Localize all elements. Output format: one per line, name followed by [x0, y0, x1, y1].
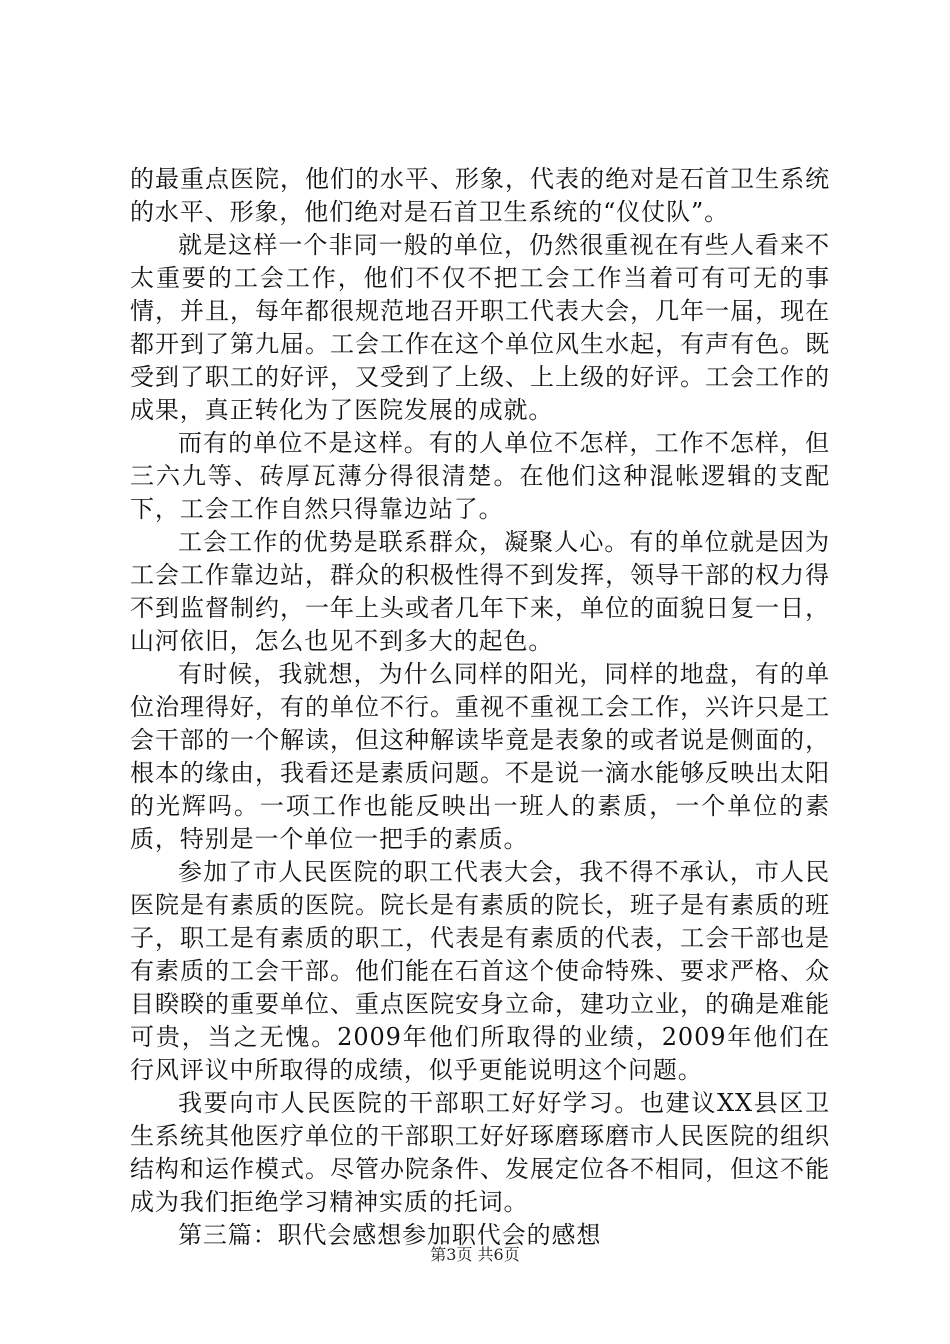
paragraph: 就是这样一个非同一般的单位，仍然很重视在有些人看来不太重要的工会工作，他们不仅不把工会工作当着可有可无的事情，并且，每年都很规范地召开职工代表大会，几年一届，现在都开到了第九届。工会工作在这个单位风生水起，有声有色。既受到了职工的好评，又受到了上级、上上级的好评。工会工作的成果，真正转化为了医院发展的成就。	[130, 231, 830, 424]
paragraph: 参加了市人民医院的职工代表大会，我不得不承认，市人民医院是有素质的医院。院长是有素质的院长，班子是有素质的班子，职工是有素质的职工，代表是有素质的代表，工会干部也是有素质的工会干部。他们能在石首这个使命特殊、要求严格、众目睽睽的重要单位、重点医院安身立命，建功立业，的确是难能可贵，当之无愧。2009年他们所取得的业绩，2009年他们在行风评议中所取得的成绩，似乎更能说明这个问题。	[130, 858, 830, 1084]
paragraph: 我要向市人民医院的干部职工好好学习。也建议XX县区卫生系统其他医疗单位的干部职工好好琢磨琢磨市人民医院的组织结构和运作模式。尽管办院条件、发展定位各不相同，但这不能成为我们拒绝学习精神实质的托词。	[130, 1089, 830, 1216]
body-text	[130, 163, 830, 1252]
page-footer: 第3页 共6页	[430, 1245, 520, 1264]
paragraph: 而有的单位不是这样。有的人单位不怎样，工作不怎样，但三六九等、砖厚瓦薄分得很清楚。在他们这种混帐逻辑的支配下，工会工作自然只得靠边站了。	[130, 429, 830, 523]
section-heading: 第三篇：职代会感想参加职代会的感想	[178, 1221, 602, 1249]
paragraph-continuation: 的最重点医院，他们的水平、形象，代表的绝对是石首卫生系统的水平、形象，他们绝对是石首卫生系统的“仪仗队”。	[130, 165, 830, 226]
paragraph: 工会工作的优势是联系群众，凝聚人心。有的单位就是因为工会工作靠边站，群众的积极性得不到发挥，领导干部的权力得不到监督制约，一年上头或者几年下来，单位的面貌日复一日，山河依旧，怎么也见不到多大的起色。	[130, 528, 830, 655]
paragraph: 有时候，我就想，为什么同样的阳光，同样的地盘，有的单位治理得好，有的单位不行。重视不重视工会工作，兴许只是工会干部的一个解读，但这种解读毕竟是表象的或者说是侧面的，根本的缘由，我看还是素质问题。不是说一滴水能够反映出太阳的光辉吗。一项工作也能反映出一班人的素质，一个单位的素质，特别是一个单位一把手的素质。	[130, 660, 830, 853]
